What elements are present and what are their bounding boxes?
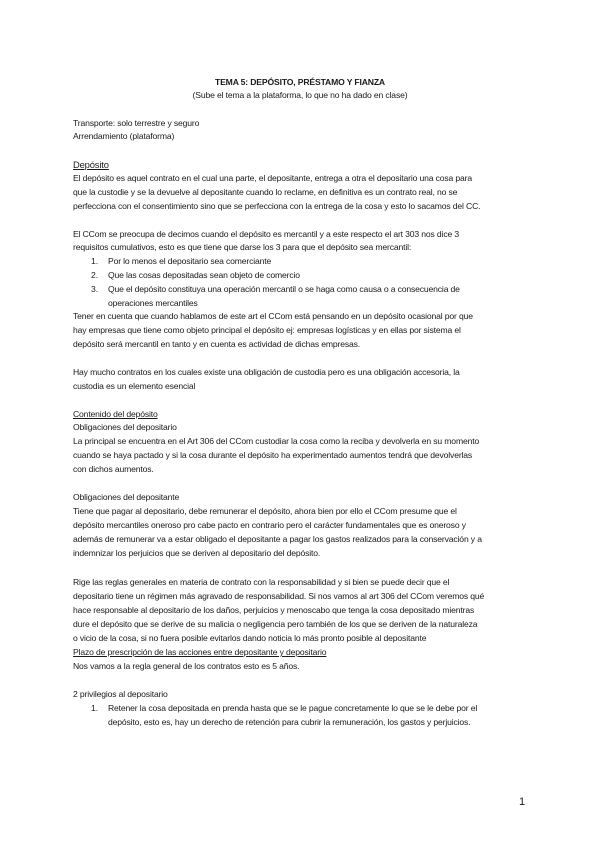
paragraph-line: Hay mucho contratos en los cuales existe una obligación de custodia pero es una obligación accesoria, la	[73, 367, 460, 377]
paragraph-line: custodia es un elemento esencial	[73, 381, 196, 391]
section-heading-plazo: Plazo de prescripción de las acciones entre depositante y depositario	[73, 647, 327, 657]
list-number: 1.	[91, 256, 99, 266]
list-item: Que las cosas depositadas sean objeto de comercio	[108, 270, 300, 280]
paragraph-line: hace responsable al depositario de los daños, perjuicios y menoscabo que tenga la cosa depositado mientras	[73, 605, 475, 615]
page-subtitle: (Sube el tema a la plataforma, lo que no ha dado en clase)	[192, 90, 408, 100]
paragraph-line: además de remunerar va a estar obligado el depositante a pagar los gastos realizados para la conservación y a	[73, 534, 482, 544]
paragraph-line: Nos vamos a la regla general de los contratos esto es 5 años.	[73, 661, 300, 671]
paragraph-line: depósito será mercantil en tanto y en cuenta es actividad de dichas empresas.	[73, 339, 361, 349]
section-heading-contenido: Contenido del depósito	[73, 409, 158, 419]
paragraph-line: depósito mercantiles oneroso pro cabe pacto en contrario pero el carácter fundamentales que es oneroso y	[73, 520, 466, 530]
section-heading-privilegios: 2 privilegios al depositario	[73, 689, 168, 699]
paragraph-line: El depósito es aquel contrato en el cual una parte, el depositante, entrega a otra el depositario una cosa para	[73, 173, 472, 183]
paragraph-line: indemnizar los perjuicios que se deriven al depositario del depósito.	[73, 548, 321, 558]
paragraph-line: hay empresas que tiene como objeto principal el depósito ej: empresas logísticas y en ellas por sistema el	[73, 325, 461, 335]
page-number: 1	[519, 796, 526, 808]
list-number: 2.	[91, 270, 99, 280]
page-title: TEMA 5: DEPÓSITO, PRÉSTAMO Y FIANZA	[215, 77, 385, 87]
list-item: Por lo menos el depositario sea comerciante	[108, 256, 272, 266]
subheading: Obligaciones del depositante	[73, 492, 180, 502]
paragraph-line: perfecciona con el consentimiento sino que se perfecciona con la entrega de la cosa y esto lo sacamos del CC.	[73, 201, 481, 211]
list-item-continuation: depósito, esto es, hay un derecho de retención para cubrir la remuneración, los gastos y perjuicios.	[108, 717, 471, 727]
subheading: Obligaciones del depositario	[73, 422, 177, 432]
paragraph-line: cuando se haya pactado y si la cosa durante el depósito ha experimentado aumentos tendrá que devolverlas	[73, 450, 473, 460]
paragraph-line: El CCom se preocupa de decimos cuando el depósito es mercantil y a este respecto el art 303 nos dice 3	[73, 229, 459, 239]
paragraph-line: que la custodie y se la devuelve al depositante cuando lo reclame, en definitiva es un contrato real, no se	[73, 187, 458, 197]
paragraph-line: o vicio de la cosa, si no fuera posible evitarlos dando noticia lo más pronto posible al depositante	[73, 633, 427, 643]
list-item: Que el depósito constituya una operación mercantil o se haga como causa o a consecuencia de	[108, 284, 460, 294]
list-number: 3.	[91, 284, 99, 294]
paragraph-line: requisitos cumulativos, esto es que tiene que darse los 3 para que el depósito sea mercantil:	[73, 242, 412, 252]
paragraph-line: La principal se encuentra en el Art 306 del CCom custodiar la cosa como la reciba y devolverla en su momento	[73, 436, 480, 446]
paragraph-line: depositario tiene un régimen más agravado de responsabilidad. Si nos vamos al art 306 del CCom veremos qué	[73, 591, 485, 601]
paragraph-line: Tiene que pagar al depositario, debe remunerar el depósito, ahora bien por ello el CCom presume que el	[73, 506, 457, 516]
paragraph-line: Rige las reglas generales en materia de contrato con la responsabilidad y si bien se puede decir que el	[73, 577, 450, 587]
list-number: 1.	[91, 703, 99, 713]
intro-line: Arrendamiento (plataforma)	[73, 131, 175, 141]
list-item-continuation: operaciones mercantiles	[108, 298, 198, 308]
intro-line: Transporte: solo terrestre y seguro	[73, 118, 200, 128]
paragraph-line: con dichos aumentos.	[73, 464, 154, 474]
paragraph-line: dure el depósito que se derive de su malicia o negligencia pero también de los que se deriven de la naturaleza	[73, 619, 478, 629]
list-item: Retener la cosa depositada en prenda hasta que se le pague concretamente lo que se le debe por el	[108, 703, 478, 713]
paragraph-line: Tener en cuenta que cuando hablamos de este art el CCom está pensando en un depósito ocasional por que	[73, 311, 473, 321]
section-heading-deposito: Depósito	[73, 159, 109, 170]
